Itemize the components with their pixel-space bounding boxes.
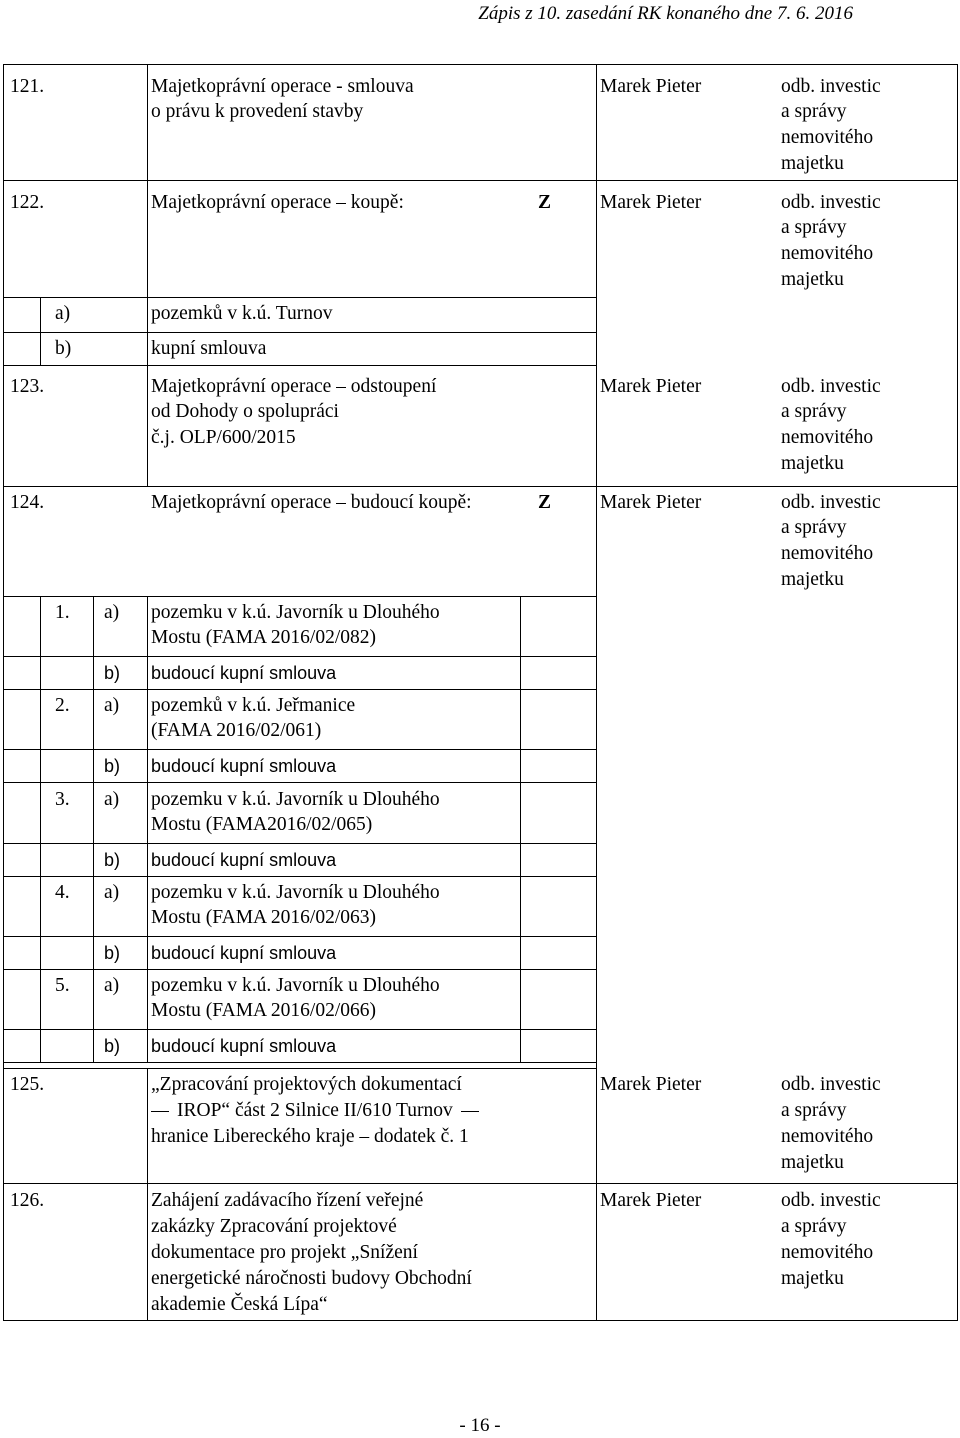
subitem-text: kupní smlouva — [151, 338, 267, 359]
subitem-text: budoucí kupní smlouva — [151, 663, 337, 683]
row-dept-line: nemovitého — [781, 127, 874, 148]
subitem-text: pozemku v k.ú. Javorník u Dlouhého — [151, 975, 440, 996]
subtable-line — [147, 297, 148, 365]
row-subject-line: hranice Libereckého kraje – dodatek č. 1 — [151, 1126, 469, 1147]
subitem-text: pozemku v k.ú. Javorník u Dlouhého — [151, 882, 440, 903]
subitem-number: 1. — [55, 602, 70, 623]
subitem-number: 3. — [55, 789, 70, 810]
row-dept-line: majetku — [781, 269, 844, 290]
row-subject-text: IROP“ část 2 Silnice II/610 Turnov — [177, 1100, 453, 1121]
row-dept-line: majetku — [781, 453, 844, 474]
row-dept-line: odb. investic — [781, 76, 881, 97]
row-mark: Z — [538, 192, 552, 213]
subitem-letter: a) — [104, 602, 120, 623]
subtable-line — [3, 656, 596, 657]
row-dept-line: majetku — [781, 153, 844, 174]
row-dept-line: a správy — [781, 517, 847, 538]
table-border-bottom — [3, 1320, 958, 1321]
row-person: Marek Pieter — [600, 492, 702, 513]
subitem-letter: a) — [104, 789, 120, 810]
subtable-line — [40, 297, 41, 365]
row-dept-line: a správy — [781, 101, 847, 122]
row-dept-line: a správy — [781, 1100, 847, 1121]
row-dept-line: odb. investic — [781, 192, 881, 213]
row-separator — [3, 365, 596, 366]
row-separator — [3, 180, 957, 181]
row-number: 126. — [10, 1190, 45, 1211]
subitem-number: 4. — [55, 882, 70, 903]
row-separator — [3, 1183, 957, 1184]
row-subject-line: Majetkoprávní operace - smlouva — [151, 76, 414, 97]
subtable-line — [3, 936, 596, 937]
row-dept-line: a správy — [781, 217, 847, 238]
subitem-text: pozemků v k.ú. Turnov — [151, 303, 333, 324]
row-dept-line: a správy — [781, 401, 847, 422]
subitem-text: budoucí kupní smlouva — [151, 1036, 337, 1056]
subitem-letter: b) — [104, 943, 121, 963]
subitem-text: Mostu (FAMA 2016/02/063) — [151, 907, 376, 928]
row-dept-line: nemovitého — [781, 243, 874, 264]
row-subject-line: Zahájení zadávacího řízení veřejné — [151, 1190, 424, 1211]
row-dept-line: majetku — [781, 569, 844, 590]
subitem-text: pozemku v k.ú. Javorník u Dlouhého — [151, 602, 440, 623]
row-dept-line: nemovitého — [781, 1126, 874, 1147]
row-subject-line: energetické náročnosti budovy Obchodní — [151, 1268, 472, 1289]
subitem-letter: a) — [104, 695, 120, 716]
row-number: 123. — [10, 376, 45, 397]
row-number: 122. — [10, 192, 45, 213]
column-divider — [147, 365, 148, 486]
row-subject-line: č.j. OLP/600/2015 — [151, 427, 296, 448]
subitem-letter: a) — [55, 303, 71, 324]
subtable-line — [520, 596, 521, 1062]
subitem-text: budoucí kupní smlouva — [151, 943, 337, 963]
row-number: 125. — [10, 1074, 45, 1095]
row-dept-line: odb. investic — [781, 492, 881, 513]
row-mark: Z — [538, 492, 552, 513]
row-person: Marek Pieter — [600, 76, 702, 97]
subitem-text: Mostu (FAMA 2016/02/082) — [151, 627, 376, 648]
table-border-left — [3, 64, 4, 1320]
row-subject-line: „Zpracování projektových dokumentací — [151, 1074, 462, 1095]
subitem-letter: b) — [104, 850, 121, 870]
row-subject-line: o právu k provedení stavby — [151, 101, 364, 122]
row-subject-line: zakázky Zpracování projektové — [151, 1216, 397, 1237]
row-dept-line: odb. investic — [781, 1074, 881, 1095]
subitem-text: pozemku v k.ú. Javorník u Dlouhého — [151, 789, 440, 810]
dash-mark — [461, 1111, 479, 1112]
row-subject-line: od Dohody o spolupráci — [151, 401, 339, 422]
row-dept-line: odb. investic — [781, 376, 881, 397]
subtable-line — [3, 596, 596, 597]
subitem-text: Mostu (FAMA2016/02/065) — [151, 814, 373, 835]
row-subject-line: dokumentace pro projekt „Snížení — [151, 1242, 418, 1263]
row-dept-line: odb. investic — [781, 1190, 881, 1211]
row-dept-line: majetku — [781, 1152, 844, 1173]
row-person: Marek Pieter — [600, 1190, 702, 1211]
row-number: 124. — [10, 492, 45, 513]
subtable-line — [3, 1029, 596, 1030]
subtable-line — [3, 782, 596, 783]
row-subject-line: Majetkoprávní operace – koupě: — [151, 192, 404, 213]
dash-mark — [151, 1111, 169, 1112]
row-subject-line: Majetkoprávní operace – odstoupení — [151, 376, 437, 397]
row-separator — [3, 486, 957, 487]
subitem-text: budoucí kupní smlouva — [151, 850, 337, 870]
subitem-number: 2. — [55, 695, 70, 716]
subtable-line — [40, 596, 41, 1062]
subitem-letter: a) — [104, 975, 120, 996]
subtable-line — [3, 749, 596, 750]
subtable-line — [3, 969, 596, 970]
subitem-text: Mostu (FAMA 2016/02/066) — [151, 1000, 376, 1021]
subtable-line — [3, 843, 596, 844]
subitem-number: 5. — [55, 975, 70, 996]
subtable-line — [3, 1062, 596, 1063]
table-border-right — [957, 64, 958, 1320]
subitem-letter: b) — [104, 1036, 121, 1056]
row-dept-line: nemovitého — [781, 543, 874, 564]
subitem-letter: b) — [104, 663, 121, 683]
row-person: Marek Pieter — [600, 192, 702, 213]
page-number: - 16 - — [459, 1415, 501, 1436]
subitem-letter: b) — [104, 756, 121, 776]
subitem-text: pozemků v k.ú. Jeřmanice — [151, 695, 356, 716]
subitem-letter: a) — [104, 882, 120, 903]
subtable-line — [3, 332, 596, 333]
row-dept-line: majetku — [781, 1268, 844, 1289]
subtable-line — [3, 689, 596, 690]
subtable-line — [3, 876, 596, 877]
row-subject-line — [151, 1098, 487, 1124]
document-header: Zápis z 10. zasedání RK konaného dne 7. 6. 2016 — [478, 3, 853, 24]
row-dept-line: nemovitého — [781, 1242, 874, 1263]
subitem-text: budoucí kupní smlouva — [151, 756, 337, 776]
column-divider — [596, 64, 597, 1320]
column-divider — [147, 1068, 148, 1320]
subitem-text: (FAMA 2016/02/061) — [151, 720, 322, 741]
row-subject-line: Majetkoprávní operace – budoucí koupě: — [151, 492, 472, 513]
subtable-line — [93, 596, 94, 1062]
row-dept-line: a správy — [781, 1216, 847, 1237]
row-dept-line: nemovitého — [781, 427, 874, 448]
row-subject-line: akademie Česká Lípa“ — [151, 1294, 328, 1315]
subtable-line — [3, 297, 596, 298]
subtable-line — [147, 596, 148, 1062]
row-separator — [3, 1068, 596, 1069]
subitem-letter: b) — [55, 338, 72, 359]
row-person: Marek Pieter — [600, 376, 702, 397]
row-person: Marek Pieter — [600, 1074, 702, 1095]
row-number: 121. — [10, 76, 45, 97]
